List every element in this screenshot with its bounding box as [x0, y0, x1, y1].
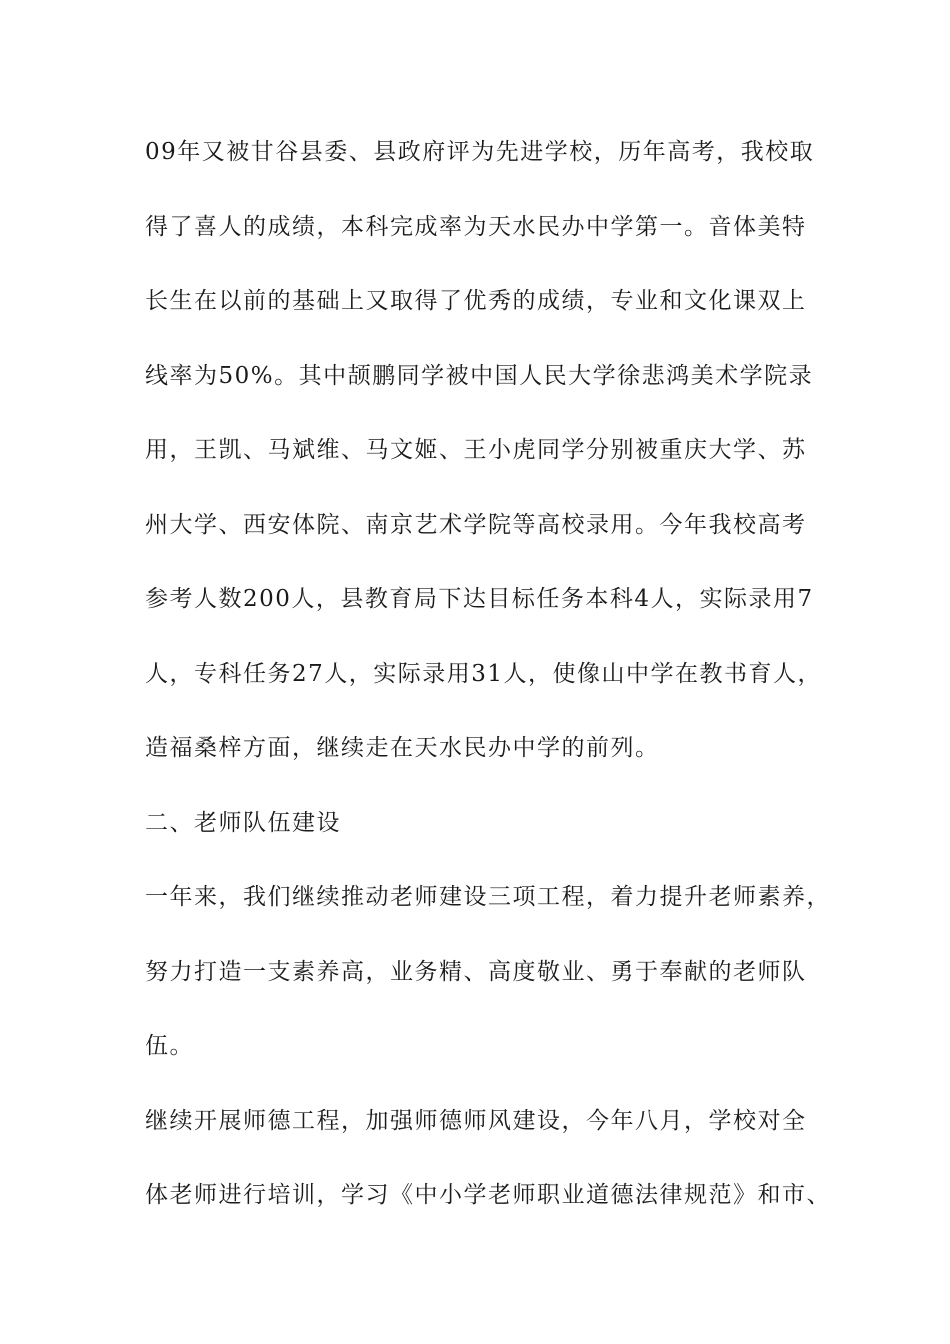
text-line: 继续开展师德工程，加强师德师风建设，今年八月，学校对全 — [145, 1107, 807, 1134]
body-text — [145, 132, 835, 1250]
text-line: 一年来，我们继续推动老师建设三项工程，着力提升老师素养， — [145, 884, 831, 910]
text-line: 州大学、西安体院、南京艺术学院等高校录用。今年我校高考 — [145, 511, 807, 538]
text-line: 长生在以前的基础上又取得了优秀的成绩，专业和文化课双上 — [145, 288, 807, 314]
text-line: 线率为50%。其中颉鹏同学被中国人民大学徐悲鸿美术学院录 — [145, 362, 814, 389]
section-heading: 二、老师队伍建设 — [145, 809, 341, 836]
text-line: 得了喜人的成绩，本科完成率为天水民办中学第一。音体美特 — [145, 213, 807, 240]
text-line: 造福桑梓方面，继续走在天水民办中学的前列。 — [145, 735, 660, 761]
text-line: 09年又被甘谷县委、县政府评为先进学校，历年高考，我校取 — [145, 139, 815, 165]
text-line: 人，专科任务27人，实际录用31人，使像山中学在教书育人， — [145, 660, 823, 687]
text-line: 体老师进行培训，学习《中小学老师职业道德法律规范》和市、 — [145, 1182, 831, 1208]
text-line: 努力打造一支素养高，业务精、高度敬业、勇于奉献的老师队 — [145, 958, 807, 985]
text-line: 参考人数200人，县教育局下达目标任务本科4人，实际录用7 — [145, 586, 814, 612]
text-line: 伍。 — [145, 1033, 194, 1059]
text-line: 用，王凯、马斌维、马文姬、王小虎同学分别被重庆大学、苏 — [145, 437, 807, 463]
